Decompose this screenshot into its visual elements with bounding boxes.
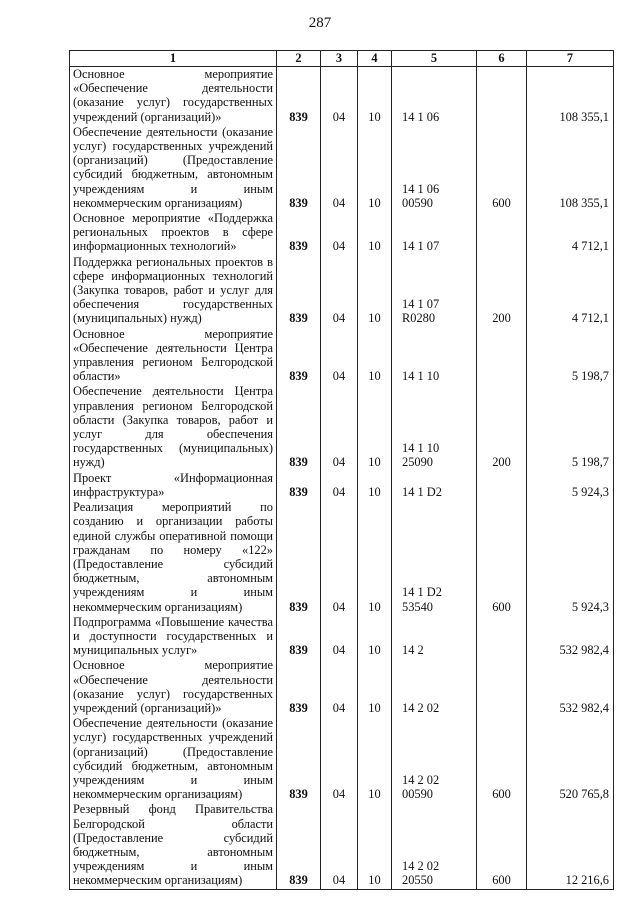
row-vr-cell xyxy=(477,67,527,125)
table-row xyxy=(70,384,614,470)
header-row xyxy=(70,51,614,67)
row-vr-cell xyxy=(477,471,527,500)
row-csr-cell: 14 1 10 25090 xyxy=(392,384,477,470)
row-rz-cell: 04 xyxy=(321,211,358,255)
table-row xyxy=(70,327,614,385)
header-cell: 4 xyxy=(358,51,392,67)
row-rz-cell: 04 xyxy=(321,125,358,211)
row-gr-cell: 839 xyxy=(277,471,321,500)
row-vr-cell: 600 xyxy=(477,802,527,889)
row-sum-cell: 5 198,7 xyxy=(527,327,614,385)
row-vr-cell xyxy=(477,327,527,385)
row-pr-cell: 10 xyxy=(358,211,392,255)
row-name-cell: Основное мероприятие «Обеспечение деятельности (оказание услуг) государственных учреждений (организаций)» xyxy=(70,658,277,716)
row-pr-cell: 10 xyxy=(358,615,392,659)
header-cell: 1 xyxy=(70,51,277,67)
row-gr-cell: 839 xyxy=(277,125,321,211)
row-sum-cell: 520 765,8 xyxy=(527,716,614,802)
row-gr-cell: 839 xyxy=(277,658,321,716)
row-csr-cell: 14 2 02 xyxy=(392,658,477,716)
row-gr-cell: 839 xyxy=(277,255,321,327)
row-pr-cell: 10 xyxy=(358,716,392,802)
row-name-cell: Реализация мероприятий по созданию и организации работы единой службы оперативной помощи гражданам по номеру «122» (Предоставление субсидий бюджетным, автономным учреждениям и иным некоммерческим организациям) xyxy=(70,500,277,615)
row-pr-cell: 10 xyxy=(358,327,392,385)
row-vr-cell: 600 xyxy=(477,716,527,802)
row-sum-cell: 108 355,1 xyxy=(527,67,614,125)
table-row xyxy=(70,500,614,615)
row-rz-cell: 04 xyxy=(321,716,358,802)
row-name-cell: Проект «Информационная инфраструктура» xyxy=(70,471,277,500)
row-gr-cell: 839 xyxy=(277,802,321,889)
row-gr-cell: 839 xyxy=(277,67,321,125)
row-gr-cell: 839 xyxy=(277,384,321,470)
budget-table xyxy=(69,50,614,890)
table-row xyxy=(70,125,614,211)
row-csr-cell: 14 1 07 R0280 xyxy=(392,255,477,327)
row-pr-cell: 10 xyxy=(358,471,392,500)
row-rz-cell: 04 xyxy=(321,802,358,889)
row-pr-cell: 10 xyxy=(358,500,392,615)
row-rz-cell: 04 xyxy=(321,327,358,385)
row-vr-cell: 600 xyxy=(477,500,527,615)
row-gr-cell: 839 xyxy=(277,500,321,615)
table-row xyxy=(70,471,614,500)
row-pr-cell: 10 xyxy=(358,125,392,211)
row-gr-cell: 839 xyxy=(277,327,321,385)
table-row xyxy=(70,67,614,125)
table-row xyxy=(70,255,614,327)
row-rz-cell: 04 xyxy=(321,471,358,500)
row-rz-cell: 04 xyxy=(321,658,358,716)
page-number: 287 xyxy=(308,15,332,31)
table-row xyxy=(70,211,614,255)
row-sum-cell: 532 982,4 xyxy=(527,615,614,659)
row-rz-cell: 04 xyxy=(321,615,358,659)
row-name-cell: Обеспечение деятельности (оказание услуг) государственных учреждений (организаций) (Предоставление субсидий бюджетным, автономным учреждениям и иным некоммерческим организациям) xyxy=(70,716,277,802)
row-rz-cell: 04 xyxy=(321,255,358,327)
row-name-cell: Основное мероприятие «Обеспечение деятельности Центра управления регионом Белгородской области» xyxy=(70,327,277,385)
row-vr-cell: 200 xyxy=(477,384,527,470)
row-rz-cell: 04 xyxy=(321,500,358,615)
table-row xyxy=(70,802,614,889)
row-name-cell: Подпрограмма «Повышение качества и доступности государственных и муниципальных услуг» xyxy=(70,615,277,659)
row-sum-cell: 4 712,1 xyxy=(527,255,614,327)
row-sum-cell: 108 355,1 xyxy=(527,125,614,211)
row-vr-cell: 200 xyxy=(477,255,527,327)
row-csr-cell: 14 2 02 20550 xyxy=(392,802,477,889)
row-pr-cell: 10 xyxy=(358,67,392,125)
header-cell: 6 xyxy=(477,51,527,67)
row-csr-cell: 14 1 06 xyxy=(392,67,477,125)
row-name-cell: Поддержка региональных проектов в сфере информационных технологий (Закупка товаров, работ и услуг для обеспечения государственных (муниципальных) нужд) xyxy=(70,255,277,327)
row-gr-cell: 839 xyxy=(277,615,321,659)
row-csr-cell: 14 1 10 xyxy=(392,327,477,385)
row-pr-cell: 10 xyxy=(358,658,392,716)
row-name-cell: Обеспечение деятельности Центра управления регионом Белгородской области (Закупка товаров, работ и услуг для обеспечения государственных (муниципальных) нужд) xyxy=(70,384,277,470)
row-rz-cell: 04 xyxy=(321,384,358,470)
row-csr-cell: 14 1 06 00590 xyxy=(392,125,477,211)
row-vr-cell xyxy=(477,615,527,659)
row-vr-cell xyxy=(477,658,527,716)
header-cell: 3 xyxy=(321,51,358,67)
row-sum-cell: 5 924,3 xyxy=(527,471,614,500)
header-cell: 5 xyxy=(392,51,477,67)
row-sum-cell: 12 216,6 xyxy=(527,802,614,889)
row-sum-cell: 4 712,1 xyxy=(527,211,614,255)
row-vr-cell: 600 xyxy=(477,125,527,211)
row-name-cell: Обеспечение деятельности (оказание услуг) государственных учреждений (организаций) (Предоставление субсидий бюджетным, автономным учреждениям и иным некоммерческим организациям) xyxy=(70,125,277,211)
row-gr-cell: 839 xyxy=(277,211,321,255)
row-name-cell: Основное мероприятие «Обеспечение деятельности (оказание услуг) государственных учреждений (организаций)» xyxy=(70,67,277,125)
row-name-cell: Резервный фонд Правительства Белгородской области (Предоставление субсидий бюджетным, автономным учреждениям и иным некоммерческим организациям) xyxy=(70,802,277,889)
row-rz-cell: 04 xyxy=(321,67,358,125)
row-pr-cell: 10 xyxy=(358,802,392,889)
header-cell: 7 xyxy=(527,51,614,67)
row-pr-cell: 10 xyxy=(358,255,392,327)
row-sum-cell: 5 924,3 xyxy=(527,500,614,615)
row-sum-cell: 532 982,4 xyxy=(527,658,614,716)
row-csr-cell: 14 2 xyxy=(392,615,477,659)
row-vr-cell xyxy=(477,211,527,255)
row-sum-cell: 5 198,7 xyxy=(527,384,614,470)
table-row xyxy=(70,716,614,802)
row-gr-cell: 839 xyxy=(277,716,321,802)
row-csr-cell: 14 1 D2 xyxy=(392,471,477,500)
row-csr-cell: 14 1 D2 53540 xyxy=(392,500,477,615)
row-name-cell: Основное мероприятие «Поддержка региональных проектов в сфере информационных технологий» xyxy=(70,211,277,255)
table-row xyxy=(70,658,614,716)
row-csr-cell: 14 1 07 xyxy=(392,211,477,255)
table-row xyxy=(70,615,614,659)
row-csr-cell: 14 2 02 00590 xyxy=(392,716,477,802)
row-pr-cell: 10 xyxy=(358,384,392,470)
header-cell: 2 xyxy=(277,51,321,67)
